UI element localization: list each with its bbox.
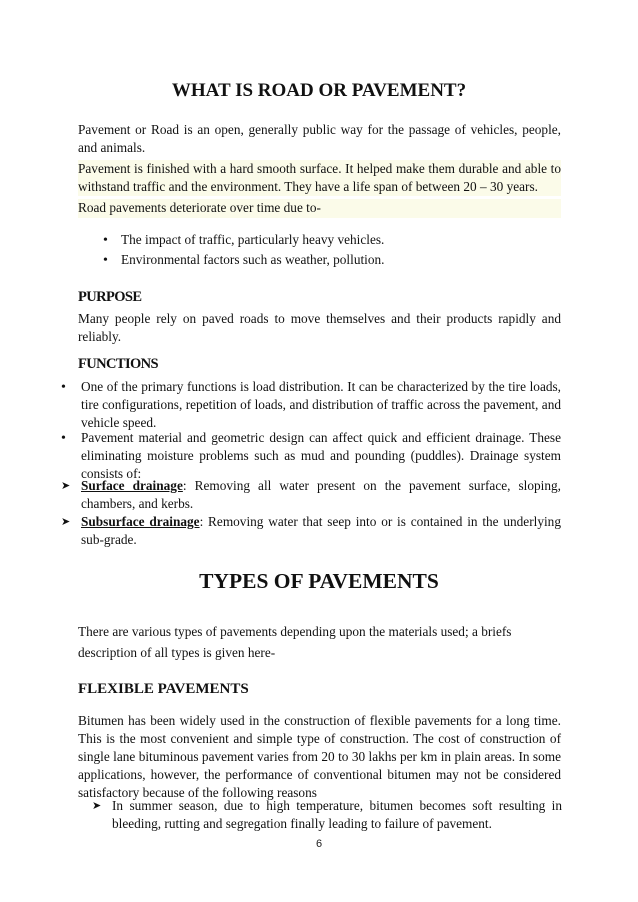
intro-paragraph-2: Pavement is finished with a hard smooth surface. It helped make them durable and able to withstand traffic and the environment. They have a life span of between 20 – 30 years. xyxy=(78,161,561,194)
section-title: TYPES OF PAVEMENTS xyxy=(199,569,439,593)
flexible-pavements-heading: FLEXIBLE PAVEMENTS xyxy=(78,681,249,697)
flexible-pavements-text: Bitumen has been widely used in the construction of flexible pavements for a long time. This is the most convenient and simple type of construction. The cost of construction of single lane bituminous pavement varies from 20 to 30 lakhs per km in plain areas. In some applications, however, the performance of conventional bitumen may not be considered satisfactory because of the following reasons xyxy=(78,713,561,800)
bullet-dot-icon xyxy=(61,378,66,397)
functions-heading: FUNCTIONS xyxy=(78,356,158,372)
arrow-bullet-icon: ➤ xyxy=(92,800,102,812)
bullet-dot-icon xyxy=(103,251,108,270)
purpose-heading: PURPOSE xyxy=(78,289,142,305)
bullet-dot-icon xyxy=(61,429,66,448)
subsurface-drainage-term: Subsurface drainage xyxy=(81,514,200,529)
intro-paragraph-3: Road pavements deteriorate over time due to- xyxy=(78,199,561,218)
purpose-text: Many people rely on paved roads to move themselves and their products rapidly and reliably. xyxy=(78,311,561,344)
page-title: WHAT IS ROAD OR PAVEMENT? xyxy=(171,80,467,101)
intro-paragraph-1: Pavement or Road is an open, generally public way for the passage of vehicles, people, and animals. xyxy=(78,122,561,155)
types-intro: There are various types of pavements depending upon the materials used; a briefs description of all types is given here- xyxy=(78,624,512,660)
page-number: 6 xyxy=(315,838,323,850)
arrow-bullet-icon: ➤ xyxy=(61,480,71,492)
document-page: WHAT IS ROAD OR PAVEMENT? Pavement or Road is an open, generally public way for the passage of vehicles, people, and animals. Pavement is finished with a hard smooth surface. It helped make them durable and able to withstand traffic and the environment. They have a life span of between 20 – 30 years. Road pavements deteriorate over time due to- • The impact of traffic, particularly heavy vehicles. • Environmental factors such as weather, pollution. PURPOSE Many people rely on paved roads to move themselves and their products rapidly and reliably. FUNCTIONS • One of the primary functions is load distribution. It can be characterized by the tire loads, tire configurations, repetition of loads, and distribution of traffic across the pavement, and vehicle speed. • Pavement material and geometric design can affect quick and efficient drainage. These eliminating moisture problems such as mud and pounding (puddles). Drainage system consists of: ➤ Surface drainage: Removing all water present on the pavement surface, sloping, chambers, and kerbs. ➤ Subsurface drainage: Removing water that seep into or is contained in the underlying sub-grade. TYPES OF PAVEMENTS There are various types of pavements depending upon the materials used; a briefs description of all types is given here- FLEXIBLE PAVEMENTS Bitumen has been widely used in the construction of flexible pavements for a long time. This is the most convenient and simple type of construction. The cost of construction of single lane bituminous pavement varies from 20 to 30 lakhs per km in plain areas. In some applications, however, the performance of conventional bitumen may not be considered satisfactory because of the following reasons ➤ In summer season, due to high temperature, bitumen becomes soft resulting in bleeding, rutting and segregation finally leading to failure of pavement. 6 xyxy=(0,0,638,902)
bullet-dot-icon xyxy=(103,231,108,250)
surface-drainage-term: Surface drainage xyxy=(81,478,183,493)
arrow-bullet-icon: ➤ xyxy=(61,516,71,528)
